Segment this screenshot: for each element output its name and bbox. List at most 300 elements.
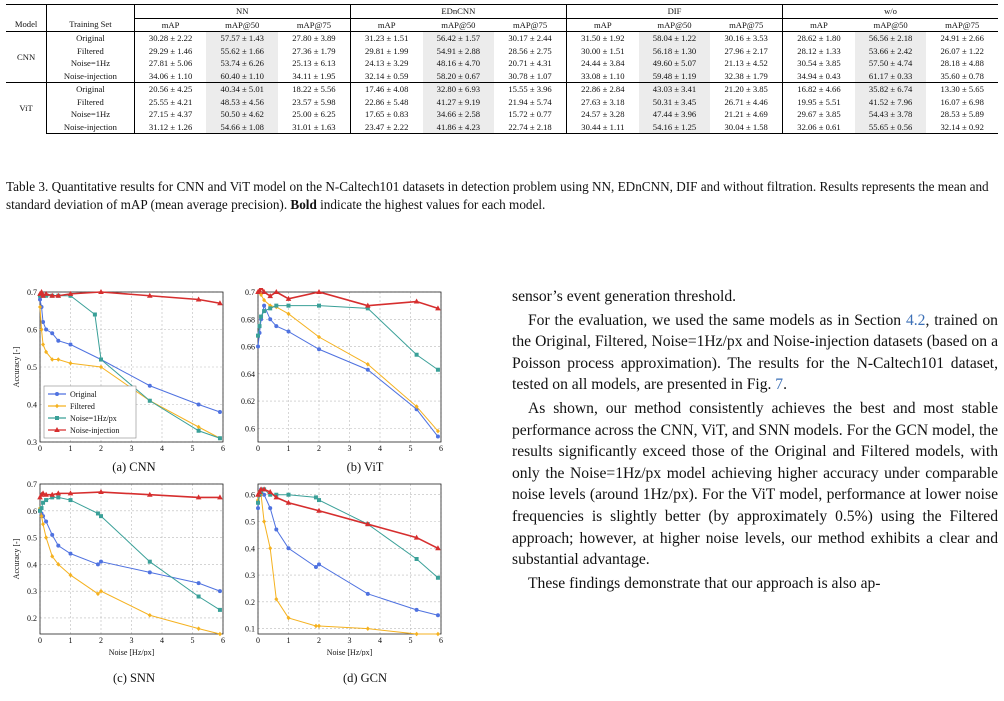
x-tick-label: 4 (378, 636, 382, 645)
data-point (366, 626, 370, 631)
data-point (415, 557, 419, 561)
col-header-training: Training Set (47, 18, 135, 32)
y-tick-label: 0.5 (245, 517, 255, 527)
value-cell: 30.17 ± 2.44 (494, 32, 566, 45)
x-tick-label: 1 (68, 444, 73, 453)
y-tick-label: 0.7 (27, 288, 37, 297)
chart-vit (228, 288, 456, 464)
value-cell: 26.07 ± 1.22 (940, 45, 984, 56)
value-cell: 55.62 ± 1.66 (206, 45, 278, 58)
panel-label-b: (b) ViT (346, 460, 384, 474)
value-cell: 24.13 ± 3.29 (365, 58, 409, 68)
data-point (415, 353, 419, 357)
metric-header: mAP (350, 18, 422, 32)
x-tick-label: 1 (286, 636, 291, 645)
metric-header: mAP@75 (278, 18, 350, 32)
metric-header: mAP@75 (494, 18, 566, 32)
y-axis-label: Accuracy [-] (12, 346, 21, 388)
value-cell: 28.18 ± 4.88 (940, 58, 984, 68)
chart-gcn (228, 480, 456, 656)
metric-header: mAP@50 (423, 18, 495, 32)
group-header: DIF (566, 5, 782, 19)
value-cell: 28.53 ± 5.89 (940, 109, 984, 119)
value-cell: 22.86 ± 5.48 (365, 96, 409, 107)
x-tick-label: 6 (221, 636, 225, 645)
value-cell: 27.63 ± 3.18 (581, 96, 625, 107)
figure-ref-link[interactable]: 7 (775, 376, 784, 394)
data-point (268, 317, 272, 321)
x-tick-label: 6 (439, 636, 443, 645)
x-tick-label: 6 (221, 444, 225, 453)
y-tick-label: 0.4 (27, 560, 37, 570)
y-tick-label: 0.3 (27, 438, 37, 447)
value-cell: 54.66 ± 1.08 (206, 121, 278, 134)
header-empty (6, 5, 47, 19)
series-line-noise-1hz-px (40, 497, 220, 609)
value-cell: 13.30 ± 5.65 (926, 83, 998, 96)
value-cell: 30.28 ± 2.22 (148, 33, 193, 43)
legend-label: Filtered (70, 402, 95, 411)
value-cell: 41.86 ± 4.23 (423, 121, 495, 134)
data-point (274, 304, 278, 308)
value-cell: 20.71 ± 4.31 (494, 57, 566, 70)
value-cell: 30.54 ± 3.85 (797, 58, 841, 68)
value-cell: 27.80 ± 3.89 (278, 32, 350, 45)
value-cell: 54.43 ± 3.78 (855, 108, 927, 121)
value-cell: 31.12 ± 1.26 (134, 121, 206, 134)
value-cell: 21.94 ± 5.74 (494, 96, 566, 109)
value-cell: 25.55 ± 4.21 (148, 96, 193, 107)
y-tick-label: 0.6 (245, 424, 255, 434)
data-point (256, 345, 260, 349)
table-header-row (6, 18, 998, 32)
data-point (262, 309, 266, 313)
value-cell: 56.56 ± 2.18 (855, 32, 927, 45)
y-tick-label: 0.62 (241, 397, 255, 407)
data-point (44, 498, 48, 502)
data-point (197, 429, 201, 433)
value-cell: 30.00 ± 1.51 (581, 45, 625, 56)
series-line-filtered (258, 291, 438, 431)
results-table (6, 4, 998, 134)
y-tick-label: 0.2 (245, 597, 255, 607)
training-set-cell: Noise=1Hz (47, 108, 135, 121)
value-cell: 31.23 ± 1.51 (365, 33, 409, 43)
value-cell: 58.04 ± 1.22 (639, 32, 711, 45)
value-cell: 56.42 ± 1.57 (423, 32, 495, 45)
value-cell: 43.03 ± 3.41 (639, 83, 711, 96)
value-cell: 61.17 ± 0.33 (855, 70, 927, 83)
section-ref-link[interactable]: 4.2 (905, 311, 926, 329)
p1-text-a: For the evaluation, we used the same models as in Section (528, 311, 906, 329)
legend-label: Original (70, 390, 97, 399)
table-header-row (6, 5, 998, 19)
legend-marker (55, 392, 59, 396)
data-point (197, 581, 201, 585)
legend-label: Noise-injection (70, 426, 120, 435)
value-cell: 31.50 ± 1.92 (581, 33, 625, 43)
value-cell: 27.96 ± 2.17 (710, 45, 782, 58)
value-cell: 34.11 ± 1.95 (278, 70, 350, 83)
value-cell: 30.44 ± 1.11 (566, 121, 638, 134)
series-line-original (258, 489, 438, 615)
series-line-noise-injection (40, 292, 220, 303)
data-point (317, 562, 321, 566)
panel-label-c: (c) SNN (112, 671, 155, 685)
y-tick-label: 0.68 (241, 315, 255, 325)
data-point (287, 493, 291, 497)
y-tick-label: 0.3 (245, 571, 255, 581)
y-axis-label: Accuracy [-] (12, 538, 21, 580)
caption-bold: Bold (290, 197, 317, 212)
data-point (197, 595, 201, 599)
value-cell: 48.16 ± 4.70 (423, 57, 495, 70)
chart-cnn (10, 288, 238, 464)
value-cell: 30.04 ± 1.58 (710, 121, 782, 134)
x-tick-label: 3 (129, 636, 134, 645)
data-point (93, 313, 97, 317)
y-tick-label: 0.6 (245, 490, 255, 500)
value-cell: 24.57 ± 3.28 (581, 109, 625, 119)
data-point (287, 546, 291, 550)
value-cell: 15.55 ± 3.96 (494, 83, 566, 96)
value-cell: 59.48 ± 1.19 (639, 70, 711, 83)
y-tick-label: 0.7 (245, 288, 255, 297)
x-axis-label: Noise [Hz/px] (108, 648, 155, 656)
model-cell: CNN (6, 32, 47, 83)
x-tick-label: 1 (68, 636, 73, 645)
caption-text: Table 3. Quantitative results for CNN and ViT model on the N-Caltech101 datasets in detection problem using NN, EDnCNN, DIF and without filtration. Results represents the mean and standard deviation of mAP (mean average precision). (6, 179, 989, 212)
value-cell: 21.13 ± 4.52 (710, 57, 782, 70)
data-point (436, 368, 440, 372)
value-cell: 32.80 ± 6.93 (423, 83, 495, 96)
panel-label-a: (a) CNN (112, 460, 156, 474)
value-cell: 24.91 ± 2.66 (940, 33, 984, 43)
value-cell: 22.74 ± 2.18 (494, 121, 566, 134)
data-point (38, 298, 42, 302)
y-tick-label: 0.2 (27, 613, 37, 623)
series-line-filtered (258, 492, 438, 634)
x-tick-label: 2 (99, 444, 103, 453)
data-point (316, 289, 322, 294)
data-point (99, 365, 103, 370)
data-point (40, 506, 44, 510)
metric-header: mAP@50 (206, 18, 278, 32)
table-caption (6, 178, 996, 214)
x-tick-label: 2 (317, 636, 321, 645)
data-point (99, 514, 103, 518)
value-cell: 56.18 ± 1.30 (639, 45, 711, 58)
x-tick-label: 0 (38, 636, 42, 645)
x-tick-label: 2 (99, 636, 103, 645)
x-tick-label: 5 (408, 444, 413, 453)
x-tick-label: 4 (378, 444, 382, 453)
group-header: EDnCNN (350, 5, 566, 19)
data-point (314, 565, 318, 569)
value-cell: 28.56 ± 2.75 (494, 45, 566, 58)
data-point (436, 435, 440, 439)
table-row (6, 83, 998, 96)
value-cell: 31.01 ± 1.63 (278, 121, 350, 134)
series-line-noise-1hz-px (258, 306, 438, 370)
x-tick-label: 5 (190, 636, 195, 645)
y-tick-label: 0.6 (27, 506, 37, 516)
value-cell: 41.27 ± 9.19 (423, 96, 495, 109)
p1-text-b: , trained on the Original, Filtered, Noise=1Hz/px and Noise-injection datasets (based on a Poisson process approximation). The results for the N-Caltech101 dataset, tested on all models, are presented in Fig. (512, 311, 998, 394)
series-line-original (258, 306, 438, 437)
value-cell: 20.56 ± 4.25 (134, 83, 206, 96)
data-point (218, 436, 222, 440)
value-cell: 28.12 ± 1.33 (797, 45, 841, 56)
y-tick-label: 0.6 (27, 325, 37, 335)
value-cell: 33.08 ± 1.10 (581, 70, 625, 81)
table-row (6, 96, 998, 109)
value-cell: 18.22 ± 5.56 (278, 83, 350, 96)
value-cell: 60.40 ± 1.10 (206, 70, 278, 83)
data-point (317, 624, 321, 629)
data-point (99, 560, 103, 564)
y-tick-label: 0.5 (27, 363, 37, 372)
table-row (6, 121, 998, 134)
x-tick-label: 3 (129, 444, 134, 453)
y-tick-label: 0.1 (245, 624, 255, 634)
value-cell: 24.44 ± 3.84 (581, 58, 625, 68)
series-line-filtered (40, 508, 220, 634)
table-row (6, 70, 998, 83)
data-point (262, 519, 266, 524)
paragraph-0: sensor’s event generation threshold. (512, 288, 737, 305)
value-cell: 29.67 ± 3.85 (797, 109, 841, 119)
value-cell: 50.31 ± 3.45 (639, 96, 711, 109)
value-cell: 40.34 ± 5.01 (206, 83, 278, 96)
x-tick-label: 3 (347, 444, 352, 453)
series-line-original (40, 511, 220, 591)
value-cell: 49.60 ± 5.07 (639, 57, 711, 70)
y-tick-label: 0.3 (27, 587, 37, 597)
data-point (56, 357, 60, 362)
series-line-noise-injection (258, 489, 438, 548)
model-cell: ViT (6, 83, 47, 134)
value-cell: 41.52 ± 7.96 (855, 96, 927, 109)
data-point (56, 544, 60, 548)
value-cell: 32.14 ± 0.59 (365, 70, 409, 81)
table-row (6, 108, 998, 121)
x-tick-label: 4 (160, 444, 164, 453)
value-cell: 53.66 ± 2.42 (855, 45, 927, 58)
data-point (256, 334, 260, 338)
training-set-cell: Noise-injection (47, 121, 135, 134)
group-header: NN (134, 5, 350, 19)
group-header: w/o (783, 5, 998, 19)
data-point (436, 613, 440, 617)
x-tick-label: 4 (160, 636, 164, 645)
data-point (268, 506, 272, 510)
data-point (436, 576, 440, 580)
value-cell: 34.66 ± 2.58 (423, 108, 495, 121)
y-tick-label: 0.5 (27, 533, 37, 543)
data-point (218, 589, 222, 593)
data-point (148, 570, 152, 574)
value-cell: 53.74 ± 6.26 (206, 57, 278, 70)
table-row (6, 57, 998, 70)
value-cell: 35.82 ± 6.74 (855, 83, 927, 96)
value-cell: 28.62 ± 1.80 (797, 33, 841, 43)
body-text (512, 286, 998, 594)
value-cell: 17.46 ± 4.08 (350, 83, 422, 96)
x-tick-label: 5 (190, 444, 195, 453)
training-set-cell: Original (47, 83, 135, 96)
x-axis-label: Noise [Hz/px] (326, 648, 373, 656)
value-cell: 27.36 ± 1.79 (278, 45, 350, 58)
header-empty (47, 5, 135, 19)
value-cell: 29.29 ± 1.46 (148, 45, 193, 56)
value-cell: 22.86 ± 2.84 (566, 83, 638, 96)
data-point (258, 324, 262, 328)
data-point (218, 410, 222, 414)
y-tick-label: 0.7 (27, 480, 37, 489)
x-tick-label: 0 (256, 636, 260, 645)
value-cell: 21.21 ± 4.69 (710, 108, 782, 121)
data-point (96, 562, 100, 566)
data-point (258, 288, 264, 290)
data-point (41, 342, 45, 347)
x-tick-label: 3 (347, 636, 352, 645)
data-point (69, 552, 73, 556)
data-point (218, 608, 222, 612)
data-point (39, 289, 45, 294)
data-point (148, 384, 152, 388)
value-cell: 30.78 ± 1.07 (494, 70, 566, 83)
data-point (69, 343, 73, 347)
value-cell: 16.07 ± 6.98 (940, 96, 984, 107)
data-point (274, 289, 280, 294)
value-cell: 58.20 ± 0.67 (423, 70, 495, 83)
legend-marker (55, 416, 59, 420)
value-cell: 23.57 ± 5.98 (278, 96, 350, 109)
value-cell: 55.65 ± 0.56 (855, 121, 927, 134)
value-cell: 32.06 ± 0.61 (783, 121, 855, 134)
value-cell: 19.95 ± 5.51 (797, 96, 841, 107)
value-cell: 32.38 ± 1.79 (710, 70, 782, 83)
metric-header: mAP@75 (710, 18, 782, 32)
value-cell: 48.53 ± 4.56 (206, 96, 278, 109)
p1-text-c: . (783, 376, 787, 394)
x-tick-label: 0 (256, 444, 260, 453)
data-point (148, 613, 152, 618)
y-tick-label: 0.66 (241, 342, 255, 352)
data-point (44, 535, 48, 540)
paragraph-2: As shown, our method consistently achieves the best and most stable performance across the CNN, ViT, and SNN models. For the GCN model, the results significantly exceed those of the Original and Filtered models, with only the Noise=1Hz/px model achieving higher accuracy under comparable noise levels (around 1Hz/px). For the ViT model, performance at lower noise frequencies is slightly better (by approximately 0.5%) using the Filtered approach; however, at higher noise levels, our method exhibits a clear and substantial advantage. (512, 399, 998, 569)
metric-header: mAP (783, 18, 855, 32)
value-cell: 17.65 ± 0.83 (365, 109, 409, 119)
value-cell: 26.71 ± 4.46 (710, 96, 782, 109)
value-cell: 54.91 ± 2.88 (423, 45, 495, 58)
data-point (317, 304, 321, 308)
metric-header: mAP@50 (855, 18, 927, 32)
value-cell: 34.94 ± 0.43 (797, 70, 841, 81)
plot-frame (40, 484, 223, 634)
data-point (56, 495, 60, 499)
value-cell: 57.50 ± 4.74 (855, 57, 927, 70)
y-tick-label: 0.4 (27, 400, 37, 410)
col-header-model: Model (6, 18, 47, 32)
metric-header: mAP (134, 18, 206, 32)
data-point (287, 330, 291, 334)
data-point (41, 320, 45, 324)
x-tick-label: 5 (408, 636, 413, 645)
x-tick-label: 0 (38, 444, 42, 453)
data-point (50, 331, 54, 335)
data-point (197, 626, 201, 631)
data-point (415, 608, 419, 612)
series-line-noise-1hz-px (258, 489, 438, 577)
data-point (268, 546, 272, 551)
paragraph-3: These findings demonstrate that our approach is also ap- (528, 574, 881, 592)
data-point (268, 306, 272, 310)
data-point (99, 358, 103, 362)
metric-header: mAP@75 (926, 18, 998, 32)
data-point (44, 328, 48, 332)
training-set-cell: Filtered (47, 45, 135, 58)
y-tick-label: 0.4 (245, 544, 255, 554)
data-point (44, 520, 48, 524)
data-point (50, 533, 54, 537)
caption-suffix: indicate the highest values for each model. (316, 197, 546, 212)
value-cell: 34.06 ± 1.10 (148, 70, 193, 81)
training-set-cell: Noise-injection (47, 70, 135, 83)
data-point (197, 425, 201, 430)
value-cell: 25.13 ± 6.13 (278, 57, 350, 70)
training-set-cell: Filtered (47, 96, 135, 109)
chart-snn (10, 480, 238, 656)
data-point (274, 528, 278, 532)
value-cell: 47.44 ± 3.96 (639, 108, 711, 121)
data-point (56, 339, 60, 343)
plot-frame (258, 292, 441, 442)
data-point (366, 368, 370, 372)
metric-header: mAP (566, 18, 638, 32)
data-point (366, 592, 370, 596)
data-point (287, 304, 291, 308)
data-point (415, 632, 419, 637)
value-cell: 15.72 ± 0.77 (494, 108, 566, 121)
paragraph-1 (512, 310, 998, 396)
value-cell: 32.14 ± 0.92 (926, 121, 998, 134)
value-cell: 50.50 ± 4.62 (206, 108, 278, 121)
x-tick-label: 2 (317, 444, 321, 453)
legend-label: Noise=1Hz/px (70, 414, 117, 423)
training-set-cell: Noise=1Hz (47, 57, 135, 70)
value-cell: 21.20 ± 3.85 (710, 83, 782, 96)
data-point (69, 498, 73, 502)
value-cell: 27.15 ± 4.37 (148, 109, 193, 119)
data-point (317, 498, 321, 502)
data-point (69, 361, 73, 366)
value-cell: 27.81 ± 5.06 (148, 58, 193, 68)
data-point (148, 399, 152, 403)
x-tick-label: 1 (286, 444, 291, 453)
data-point (148, 560, 152, 564)
data-point (262, 304, 266, 308)
data-point (259, 315, 263, 319)
value-cell: 30.16 ± 3.53 (710, 32, 782, 45)
panel-label-d: (d) GCN (342, 671, 388, 685)
value-cell: 57.57 ± 1.43 (206, 32, 278, 45)
metric-header: mAP@50 (639, 18, 711, 32)
series-line-noise-injection (40, 492, 220, 497)
data-point (197, 403, 201, 407)
data-point (317, 347, 321, 351)
